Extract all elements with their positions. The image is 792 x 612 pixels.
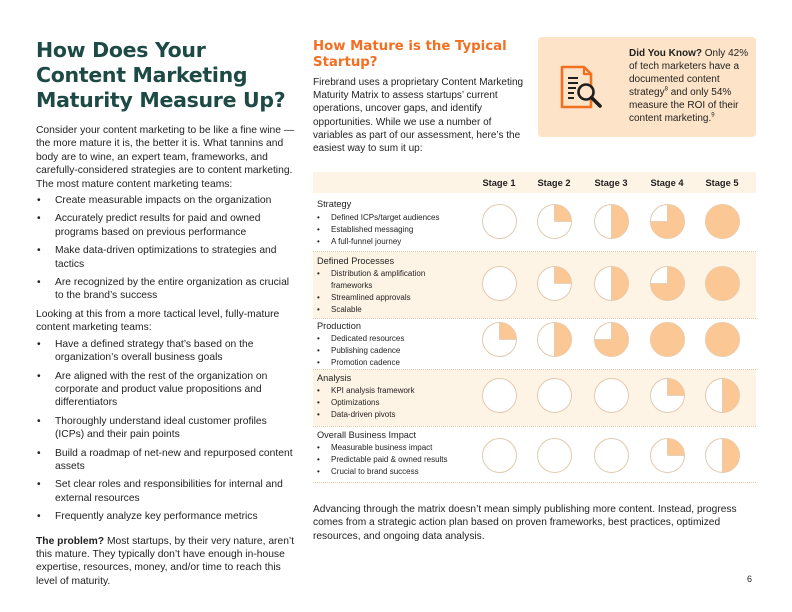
list-item: • Predictable paid & owned results xyxy=(317,454,448,466)
pie-fill xyxy=(667,378,684,395)
list-item: • Data-driven pivots xyxy=(317,409,415,421)
category-items xyxy=(317,442,448,478)
page-number: 6 xyxy=(747,574,753,584)
matrix-row-analysis xyxy=(313,370,756,426)
left-column xyxy=(36,38,298,588)
maturity-pie xyxy=(481,265,518,302)
list-item: • Defined ICPs/target audiences xyxy=(317,212,440,224)
list-item: • Dedicated resources xyxy=(317,333,404,345)
maturity-pie xyxy=(649,203,686,240)
maturity-pie xyxy=(593,377,630,414)
list-item: • Thoroughly understand ideal customer profiles (ICPs) and their pain points xyxy=(36,415,298,442)
document-magnifier-icon xyxy=(558,65,604,111)
intro-paragraph: Consider your content marketing to be like a fine wine — the more mature it is, the better it is. What tannins and body are to wine, an expert team, frameworks, and carefully-considered strategies are to content marketing. The most mature content marketing teams: xyxy=(36,125,295,190)
category-title: Analysis xyxy=(317,373,352,383)
maturity-pie xyxy=(593,321,630,358)
maturity-pie xyxy=(649,437,686,474)
maturity-pie xyxy=(704,321,741,358)
section-title: How Mature is the Typical Startup? xyxy=(313,39,507,70)
category-items xyxy=(317,385,415,421)
list-item: • Publishing cadence xyxy=(317,345,404,357)
pie-fill xyxy=(554,266,571,283)
pie-fill xyxy=(554,204,571,221)
list-item: • Promotion cadence xyxy=(317,357,404,369)
stage-label: Stage 1 xyxy=(482,178,516,188)
page-title: How Does Your Content Marketing Maturity Measure Up? xyxy=(36,38,286,112)
stage-label: Stage 4 xyxy=(650,178,684,188)
list-item: • Established messaging xyxy=(317,224,440,236)
maturity-pie xyxy=(593,265,630,302)
maturity-pie xyxy=(704,265,741,302)
category-items xyxy=(317,212,440,248)
list-item: • Build a roadmap of net-new and repurposed content assets xyxy=(36,447,298,474)
list-item: • Scalable xyxy=(317,304,467,316)
maturity-pie xyxy=(593,203,630,240)
list-item: • Optimizations xyxy=(317,397,415,409)
maturity-pie xyxy=(481,377,518,414)
maturity-pie xyxy=(649,265,686,302)
list-item: • A full-funnel journey xyxy=(317,236,440,248)
maturity-pie xyxy=(593,437,630,474)
list-item: • KPI analysis framework xyxy=(317,385,415,397)
maturity-pie xyxy=(481,321,518,358)
footnote-ref: 9 xyxy=(711,112,715,119)
matrix-row-production xyxy=(313,319,756,369)
footnote-ref: 8 xyxy=(664,86,668,93)
maturity-pie xyxy=(536,265,573,302)
pie-fill xyxy=(499,322,516,339)
maturity-matrix xyxy=(313,172,756,494)
maturity-pie xyxy=(649,377,686,414)
maturity-pie xyxy=(704,437,741,474)
list-item: • Distribution & amplification frameworks xyxy=(317,268,467,292)
category-title: Defined Processes xyxy=(317,256,395,266)
list-item: • Make data-driven optimizations to strategies and tactics xyxy=(36,244,298,271)
problem-label: The problem? xyxy=(36,535,105,547)
matrix-header-row xyxy=(313,172,756,193)
pie-fill xyxy=(705,204,739,238)
matrix-row-strategy xyxy=(313,193,756,251)
category-items xyxy=(317,333,404,369)
did-you-know-callout xyxy=(538,37,756,137)
problem-paragraph xyxy=(36,535,298,589)
list-item: • Frequently analyze key performance metrics xyxy=(36,510,298,523)
list-item: • Measurable business impact xyxy=(317,442,448,454)
category-title: Production xyxy=(317,321,361,331)
stage-label: Stage 3 xyxy=(594,178,628,188)
closing-paragraph: Advancing through the matrix doesn’t mean simply publishing more content. Instead, progress comes from a strategic action plan based on proven frameworks, best practices, optimized resources, and ongoing data analysis. xyxy=(313,504,737,542)
list-item: • Have a defined strategy that’s based on the organization’s overall business goals xyxy=(36,338,298,365)
category-title: Strategy xyxy=(317,199,352,209)
list-item: • Accurately predict results for paid and owned programs based on previous performance xyxy=(36,212,298,239)
mature-team-list xyxy=(36,194,298,303)
pie-fill xyxy=(705,322,739,356)
tactical-paragraph: Looking at this from a more tactical level, fully-mature content marketing teams: xyxy=(36,308,280,334)
list-item: • Crucial to brand success xyxy=(317,466,448,478)
callout-label: Did You Know? xyxy=(629,48,702,59)
stage-label: Stage 2 xyxy=(537,178,571,188)
callout-stat-2: and only 54% measure the ROI of their content marketing. xyxy=(629,87,739,124)
callout-stat-1: Only 42% of tech marketers have a documented content strategy xyxy=(629,48,749,98)
list-item: • Streamlined approvals xyxy=(317,292,467,304)
list-item: • Are recognized by the entire organization as crucial to the brand’s success xyxy=(36,276,298,303)
stage-label: Stage 5 xyxy=(705,178,739,188)
matrix-intro: Firebrand uses a proprietary Content Marketing Maturity Matrix to assess startups’ current operations, uncover gaps, and identify opportunities. While we use a number of variables as part of our assessment, here’s the easiest way to sum it up: xyxy=(313,77,524,155)
maturity-pie xyxy=(536,437,573,474)
list-item: • Are aligned with the rest of the organization on corporate and product value propositions and differentiators xyxy=(36,370,298,410)
maturity-pie xyxy=(536,321,573,358)
maturity-pie xyxy=(704,203,741,240)
pie-fill xyxy=(667,438,684,455)
category-title: Overall Business Impact xyxy=(317,430,417,440)
tactical-list xyxy=(36,338,298,524)
maturity-pie xyxy=(649,321,686,358)
list-item: • Create measurable impacts on the organization xyxy=(36,194,298,207)
maturity-pie xyxy=(536,377,573,414)
problem-text: Most startups, by their very nature, aren’t this mature. They typically don’t have enough in-house expertise, resources, money, and/or time to reach this level of maturity. xyxy=(36,535,295,587)
list-item: • Set clear roles and responsibilities for internal and external resources xyxy=(36,478,298,505)
matrix-row-business-impact xyxy=(313,427,756,482)
category-items xyxy=(317,268,467,316)
maturity-pie xyxy=(481,203,518,240)
maturity-pie xyxy=(481,437,518,474)
callout-text xyxy=(629,47,751,125)
maturity-pie xyxy=(704,377,741,414)
pie-fill xyxy=(705,266,739,300)
maturity-pie xyxy=(536,203,573,240)
pie-fill xyxy=(650,322,684,356)
matrix-row-defined-processes xyxy=(313,252,756,318)
